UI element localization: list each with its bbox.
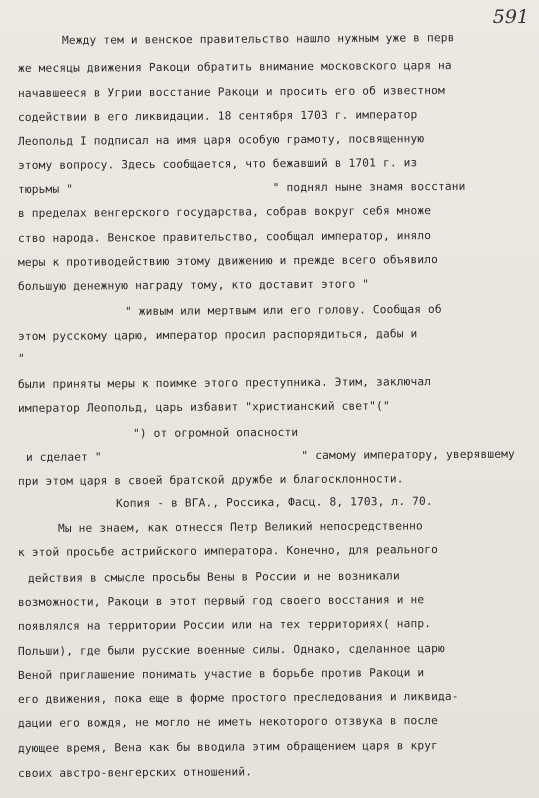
text-line-8: в пределах венгерского государства, собрав вокруг себя множе [17,204,432,220]
text-line-15: были приняты меры к поимке этого преступника. Этим, заключал [17,375,432,391]
text-line-19: при этом царя в своей братской дружбе и благосклонности. [17,472,404,488]
text-line-6: этому вопросу. Здесь сообщается, что бежавший в 1701 г. из [17,156,418,172]
text-line-31: своих австро-венгерских отношений. [17,765,253,780]
text-line-24: возможности, Ракоци в этот первый год своего восстания и не [17,593,425,609]
text-line-16: император Леопольд, царь избавит "христианский свет"(" [17,399,390,415]
text-line-3: начавшееся в Угрии восстание Ракоци и просить его об известном [17,84,445,100]
text-line-27: Веной приглашение понимать участие в борьбе против Ракоци и [17,666,425,682]
text-line-23: действия в смысле просьбы Вены в России и не возникали [27,569,400,585]
text-line-9: ство народа. Венское правительство, сообщал император, иняло [17,229,432,245]
text-line-5: Леопольд I подписал на имя царя особую грамоту, посвященную [17,132,425,148]
text-line-14: " [17,351,25,365]
text-line-18: и сделает " " самому императору, уверявшему [25,447,515,464]
text-line-13: этом русскому царю, император просил распорядиться, дабы и [17,327,418,343]
text-line-28: его движения, пока еще в форме простого преследования и ликвида- [17,689,459,706]
text-line-7: тюрьмы " " поднял ныне знамя восстани [17,179,466,196]
text-line-11: большую денежную награду тому, кто доставит этого " [17,277,370,293]
text-line-12: " живым или мертвым или его голову. Сообщая об [124,302,442,318]
text-line-2: же месяцы движения Ракоци обратить внимание московского царя на [17,58,452,75]
text-line-30: дующее время, Вена как бы вводила этим обращением царя в круг [17,739,439,755]
text-line-17: ") от огромной опасности [132,425,299,440]
text-line-26: Польши), где были русские военные силы. Однако, сделанное царю [17,642,445,658]
text-line-10: меры к противодействию этому движению и прежде всего объявило [17,253,439,269]
page-number: 591 [492,6,529,28]
text-line-21: Мы не знаем, как отнесся Петр Великий непосредственно [57,519,423,535]
text-line-20: Копия - в ВГА., Россика, Фасц. 8, 1703, л. 70. [115,494,433,510]
text-line-4: содействии в его ликвидации. 18 сентября 1703 г. император [17,108,418,124]
text-line-29: дации его вождя, не могло не иметь некоторого отзвука в после [17,714,439,730]
text-line-22: к этой просьбе астрийского императора. Конечно, для реального [17,543,439,559]
text-line-25: появлялся на территории России или на тех территориях( напр. [17,617,432,633]
text-line-1: Между тем и венское правительство нашло нужным уже в перв [61,31,455,47]
